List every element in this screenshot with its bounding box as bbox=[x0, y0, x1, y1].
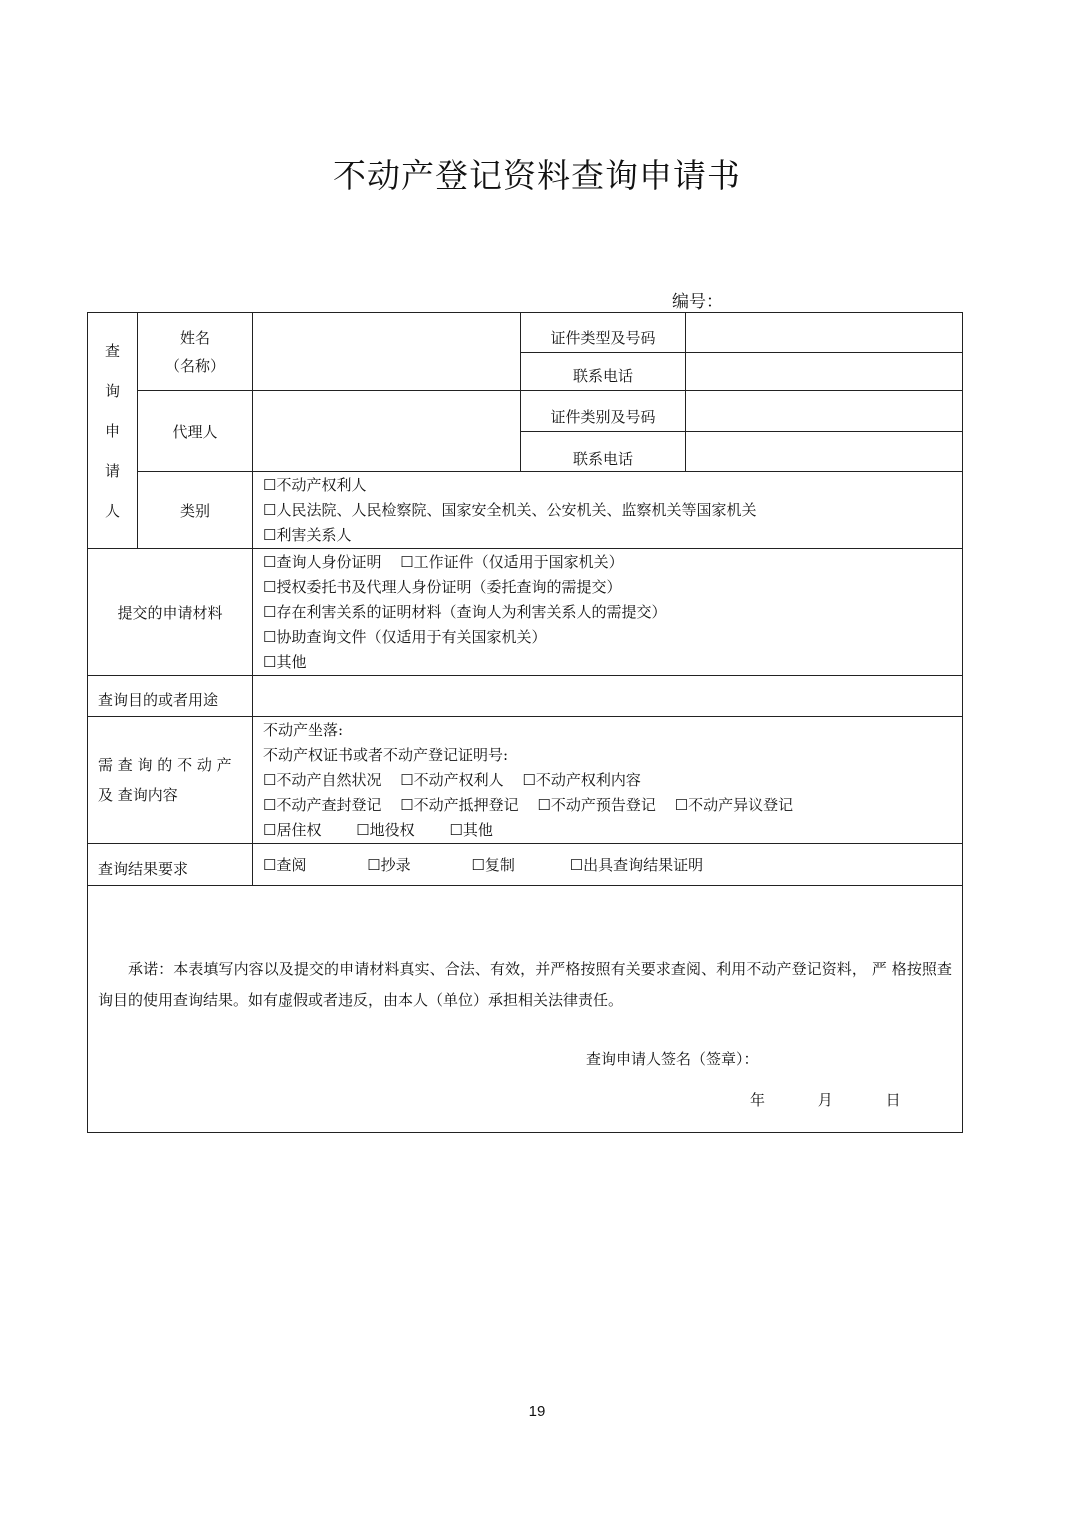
result-option-certificate[interactable]: ☐出具查询结果证明 bbox=[569, 856, 704, 874]
materials-options bbox=[253, 549, 963, 676]
materials-row bbox=[263, 550, 952, 575]
signature-label: 查询申请人签名（签章）： bbox=[586, 1050, 759, 1068]
agent-value-field[interactable] bbox=[253, 391, 521, 472]
content-option[interactable]: ☐不动产异议登记 bbox=[674, 795, 794, 814]
agent-phone-label: 联系电话 bbox=[521, 432, 686, 472]
pledge-cell bbox=[88, 886, 963, 1133]
id-type-label: 证件类型及号码 bbox=[521, 313, 686, 353]
material-option-work-cert[interactable]: ☐工作证件（仅适用于国家机关） bbox=[400, 552, 624, 571]
category-option-owner[interactable]: ☐不动产权利人 bbox=[263, 475, 367, 494]
material-option-id-proof[interactable]: ☐查询人身份证明 bbox=[263, 552, 382, 571]
form-title: 不动产登记资料查询申请书 bbox=[333, 156, 741, 195]
result-option-transcribe[interactable]: ☐抄录 bbox=[367, 856, 411, 874]
applicant-group-char: 人 bbox=[104, 501, 120, 520]
year-label: 年 bbox=[750, 1091, 766, 1109]
content-option[interactable]: ☐地役权 bbox=[356, 820, 415, 839]
content-option[interactable]: ☐不动产查封登记 bbox=[263, 795, 382, 814]
name-value-field[interactable] bbox=[253, 313, 521, 391]
date-line bbox=[750, 1089, 952, 1110]
applicant-group-char: 询 bbox=[104, 381, 120, 400]
purpose-field[interactable] bbox=[253, 676, 963, 717]
agent-id-field[interactable] bbox=[686, 391, 963, 432]
month-label: 月 bbox=[817, 1091, 833, 1109]
location-label: 不动产坐落: bbox=[263, 720, 344, 739]
content-label: 需 查 询 的 不 动 产 bbox=[98, 756, 232, 774]
materials-label: 提交的申请材料 bbox=[88, 549, 253, 676]
id-number-field[interactable] bbox=[686, 313, 963, 353]
applicant-group-char: 请 bbox=[104, 461, 120, 480]
result-option-copy[interactable]: ☐复制 bbox=[471, 856, 515, 874]
name-label-cell bbox=[138, 313, 253, 391]
result-options bbox=[253, 844, 963, 886]
result-option-view[interactable]: ☐查阅 bbox=[263, 856, 307, 874]
material-option-interest-proof[interactable]: ☐存在利害关系的证明材料（查询人为利害关系人的需提交） bbox=[263, 602, 667, 621]
content-option[interactable]: ☐不动产权利人 bbox=[400, 770, 504, 789]
content-option[interactable]: ☐其他 bbox=[449, 820, 493, 839]
content-row bbox=[263, 818, 952, 843]
material-option-assist-doc[interactable]: ☐协助查询文件（仅适用于有关国家机关） bbox=[263, 627, 547, 646]
phone-field[interactable] bbox=[686, 353, 963, 391]
agent-id-label: 证件类别及号码 bbox=[521, 391, 686, 432]
category-options bbox=[253, 472, 963, 549]
content-option[interactable]: ☐不动产自然状况 bbox=[263, 770, 382, 789]
content-option[interactable]: ☐不动产权利内容 bbox=[522, 770, 641, 789]
purpose-label: 查询目的或者用途 bbox=[88, 676, 253, 717]
content-label-sub: 及 查询内容 bbox=[98, 786, 178, 804]
category-option-interested-party[interactable]: ☐利害关系人 bbox=[263, 525, 352, 544]
phone-label: 联系电话 bbox=[521, 353, 686, 391]
content-option[interactable]: ☐不动产抵押登记 bbox=[400, 795, 519, 814]
name-label: 姓名 bbox=[179, 328, 210, 347]
day-label: 日 bbox=[885, 1091, 901, 1109]
material-option-other[interactable]: ☐其他 bbox=[263, 652, 307, 671]
applicant-group-char: 申 bbox=[104, 421, 120, 440]
page-number: 19 bbox=[528, 1403, 546, 1420]
category-option-state-organ[interactable]: ☐人民法院、人民检察院、国家安全机关、公安机关、监察机关等国家机关 bbox=[263, 500, 757, 519]
content-options bbox=[253, 717, 963, 844]
applicant-group-char: 查 bbox=[104, 341, 120, 360]
pledge-text: 承诺：本表填写内容以及提交的申请材料真实、合法、有效，并严格按照有关要求查阅、利用不动产登记资料， 严 格按照查询目的使用查询结果。如有虚假或者违反，由本人（单位）承担相关法律责任。 bbox=[98, 960, 952, 1009]
content-row bbox=[263, 768, 952, 793]
applicant-group-label bbox=[88, 313, 138, 549]
content-option[interactable]: ☐不动产预告登记 bbox=[537, 795, 656, 814]
material-option-authorization[interactable]: ☐授权委托书及代理人身份证明（委托查询的需提交） bbox=[263, 577, 622, 596]
result-label: 查询结果要求 bbox=[88, 844, 253, 886]
content-option[interactable]: ☐居住权 bbox=[263, 820, 322, 839]
category-label: 类别 bbox=[138, 472, 253, 549]
content-label-cell bbox=[88, 717, 253, 844]
content-row bbox=[263, 793, 952, 818]
serial-number-label: 编号： bbox=[672, 292, 723, 312]
agent-phone-field[interactable] bbox=[686, 432, 963, 472]
cert-number-label: 不动产权证书或者不动产登记证明号: bbox=[263, 745, 509, 764]
application-form-table bbox=[87, 312, 963, 1133]
name-label-sub: （名称） bbox=[164, 356, 225, 375]
agent-label: 代理人 bbox=[138, 391, 253, 472]
